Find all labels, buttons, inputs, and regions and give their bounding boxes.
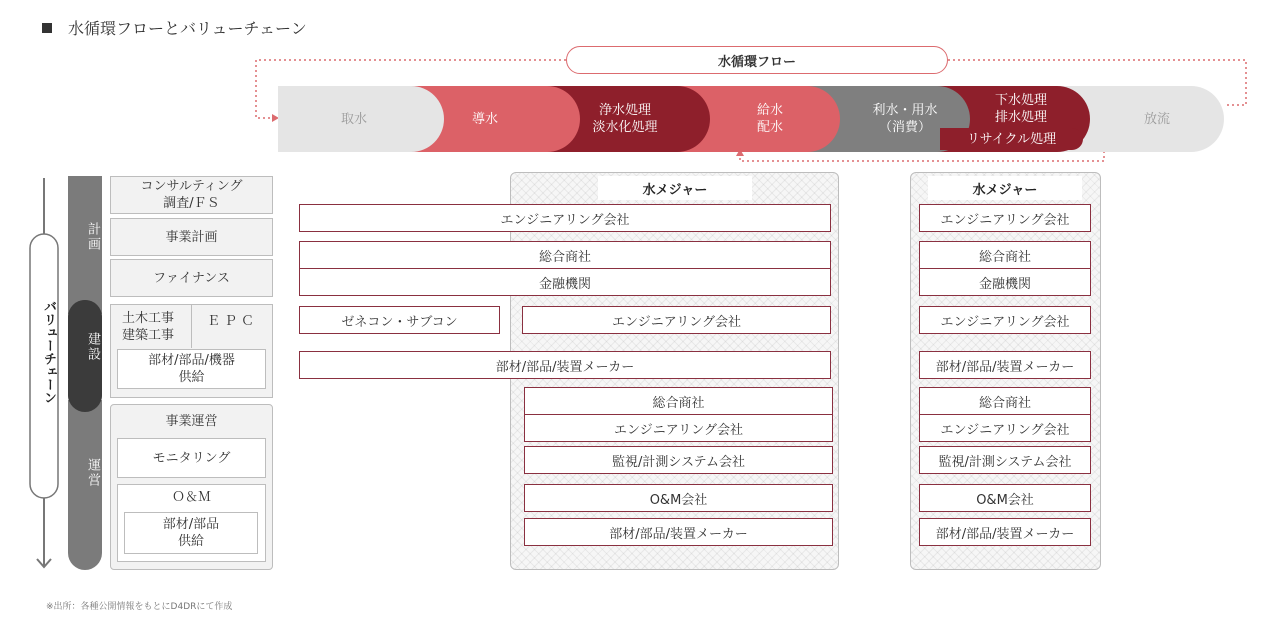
player-general-contractor: ゼネコン・サブコン: [299, 306, 500, 334]
major2-trading-op: 総合商社: [919, 387, 1091, 415]
major2-engineering: エンジニアリング会社: [919, 204, 1091, 232]
vc-business-plan: 事業計画: [110, 218, 273, 256]
vc-parts-supply: 部材/部品/機器 供給: [117, 349, 266, 389]
vc-epc: ＥＰＣ: [191, 304, 273, 348]
major2-parts-maker-op: 部材/部品/装置メーカー: [919, 518, 1091, 546]
vc-finance: ファイナンス: [110, 259, 273, 297]
source-footnote: ※出所：各種公開情報をもとにD4DRにて作成: [46, 602, 233, 612]
player-trading-op: 総合商社: [524, 387, 833, 415]
player-trading: 総合商社: [299, 241, 831, 269]
flow-step-recycle: リサイクル処理: [940, 128, 1083, 150]
major2-finance: 金融機関: [919, 268, 1091, 296]
vc-consulting: コンサルティング 調査/ＦＳ: [110, 176, 273, 214]
phase-build-label: 建設: [85, 332, 100, 362]
phase-operate-label: 運営: [85, 458, 100, 488]
major2-om: O&M会社: [919, 484, 1091, 512]
player-parts-maker-op: 部材/部品/装置メーカー: [524, 518, 833, 546]
flow-step-consumption: 利水・用水 （消費）: [800, 86, 970, 152]
player-engineering-op: エンジニアリング会社: [524, 414, 833, 442]
major2-monitoring: 監視/計測システム会社: [919, 446, 1091, 474]
player-engineering-epc: エンジニアリング会社: [522, 306, 831, 334]
player-monitoring: 監視/計測システム会社: [524, 446, 833, 474]
player-parts-maker: 部材/部品/装置メーカー: [299, 351, 831, 379]
player-finance: 金融機関: [299, 268, 831, 296]
major2-trading: 総合商社: [919, 241, 1091, 269]
phase-plan-label: 計画: [85, 222, 100, 252]
water-cycle-flow-label: 水循環フロー: [566, 46, 948, 74]
major2-parts-maker: 部材/部品/装置メーカー: [919, 351, 1091, 379]
vc-monitoring: モニタリング: [117, 438, 266, 478]
vc-operation: 事業運営: [165, 414, 218, 429]
water-major-header-2: 水メジャー: [928, 176, 1082, 200]
water-major-header-1: 水メジャー: [598, 176, 752, 200]
flow-step-sewage: 下水処理 排水処理: [930, 86, 1090, 152]
flow-step-purification: 浄水処理 淡水化処理: [540, 86, 710, 152]
major2-engineering-op: エンジニアリング会社: [919, 414, 1091, 442]
flow-step-intake: 取水: [278, 86, 444, 152]
vc-civil: 土木工事 建築工事: [122, 311, 175, 343]
player-engineering: エンジニアリング会社: [299, 204, 831, 232]
vc-om: Ｏ＆Ｍ: [117, 484, 266, 562]
page-title-text: 水循環フローとバリューチェーン: [68, 19, 307, 38]
flow-step-supply: 給水 配水: [670, 86, 840, 152]
vc-parts-supply-op: 部材/部品 供給: [124, 512, 258, 554]
flow-step-conveyance: 導水: [410, 86, 580, 152]
flow-step-discharge: 放流: [1050, 86, 1224, 152]
player-om: O&M会社: [524, 484, 833, 512]
value-chain-label: バリューチェーン: [41, 300, 56, 404]
major2-engineering-epc: エンジニアリング会社: [919, 306, 1091, 334]
